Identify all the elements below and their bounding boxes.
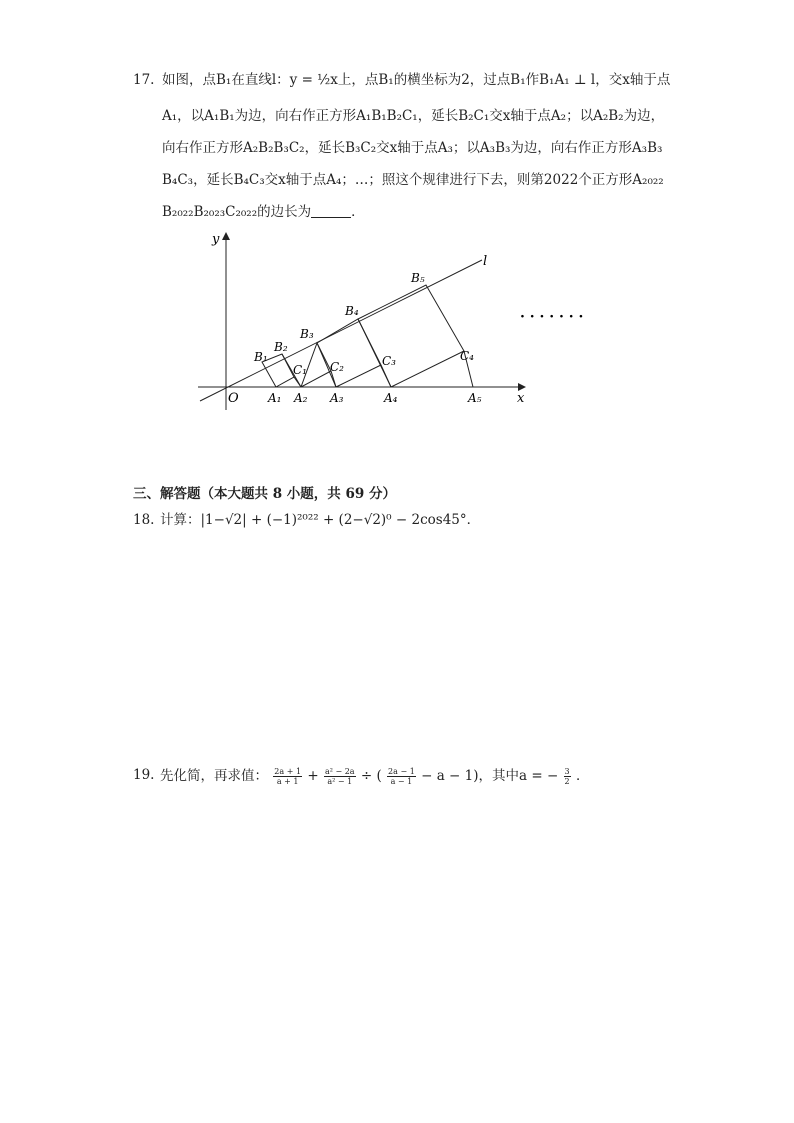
label-y: y bbox=[212, 232, 220, 247]
label-B2: B₂ bbox=[274, 340, 288, 354]
fraction-4-den: 2 bbox=[564, 777, 570, 786]
label-A2: A₂ bbox=[294, 391, 308, 405]
label-A3: A₃ bbox=[330, 391, 344, 405]
q17-line-5-end: ． bbox=[351, 204, 365, 220]
question-17-number: 17. bbox=[133, 72, 155, 88]
label-l: l bbox=[483, 254, 488, 269]
q19-line bbox=[160, 761, 589, 791]
fraction-1-num: 2a + 1 bbox=[274, 767, 302, 776]
question-18-number: 18. bbox=[133, 512, 155, 528]
q17-line-5 bbox=[162, 202, 365, 222]
fraction-1 bbox=[273, 767, 302, 786]
geometry-figure bbox=[190, 225, 610, 415]
fraction-3-den: a − 1 bbox=[390, 777, 413, 786]
q17-line-3: 向右作正方形A₂B₂B₃C₂，延长B₃C₂交x轴于点A₃；以A₃B₃为边，向右作正方形A₃B₃ bbox=[162, 140, 663, 156]
label-A5: A₅ bbox=[468, 391, 482, 405]
label-C3: C₃ bbox=[382, 354, 396, 368]
divide-sign: ÷ ( bbox=[360, 768, 382, 784]
q17-line-5-text: B₂₀₂₂B₂₀₂₃C₂₀₂₂的边长为 bbox=[162, 204, 312, 220]
q19-end: ． bbox=[575, 768, 590, 784]
q19-tail: − a − 1)，其中a = − bbox=[421, 768, 559, 784]
fraction-2-num: a² − 2a bbox=[324, 767, 355, 776]
label-B1: B₁ bbox=[254, 350, 268, 364]
fraction-4-num: 3 bbox=[564, 767, 570, 776]
question-19-number: 19. bbox=[133, 767, 155, 783]
q18-text: 计算：|1−√2| + (−1)²⁰²² + (2−√2)⁰ − 2cos45°． bbox=[160, 512, 481, 528]
label-C1: C₁ bbox=[293, 363, 307, 377]
plus-sign: + bbox=[307, 768, 319, 784]
label-origin: O bbox=[228, 391, 239, 406]
label-C2: C₂ bbox=[330, 360, 344, 374]
label-C4: C₄ bbox=[460, 349, 474, 363]
continuation-dots: · · · · · · · bbox=[520, 309, 584, 325]
label-B4: B₄ bbox=[345, 304, 359, 318]
fraction-2 bbox=[324, 767, 356, 786]
fraction-3 bbox=[387, 767, 416, 786]
label-A4: A₄ bbox=[384, 391, 398, 405]
section-heading: 三、解答题（本大题共 8 小题，共 69 分） bbox=[133, 486, 396, 502]
fraction-2-den: a² − 1 bbox=[327, 777, 353, 786]
label-x: x bbox=[517, 391, 525, 406]
q17-line-2: A₁，以A₁B₁为边，向右作正方形A₁B₁B₂C₁，延长B₂C₁交x轴于点A₂；以A₂B₂为边， bbox=[162, 108, 665, 124]
fraction-1-den: a + 1 bbox=[276, 777, 299, 786]
line-l bbox=[200, 260, 482, 401]
fraction-4 bbox=[564, 767, 571, 786]
q17-line-4: B₄C₃，延长B₄C₃交x轴于点A₄；…；照这个规律进行下去，则第2022个正方形A₂₀₂₂ bbox=[162, 172, 664, 188]
label-A1: A₁ bbox=[268, 391, 282, 405]
answer-blank bbox=[311, 204, 351, 218]
q19-prefix: 先化简，再求值： bbox=[160, 768, 268, 784]
label-B3: B₃ bbox=[300, 327, 314, 341]
fraction-3-num: 2a − 1 bbox=[388, 767, 415, 776]
q17-line-1: 如图，点B₁在直线l：y = ½x上，点B₁的横坐标为2，过点B₁作B₁A₁ ⊥ l，交x轴于点 bbox=[162, 72, 671, 88]
label-B5: B₅ bbox=[411, 271, 425, 285]
